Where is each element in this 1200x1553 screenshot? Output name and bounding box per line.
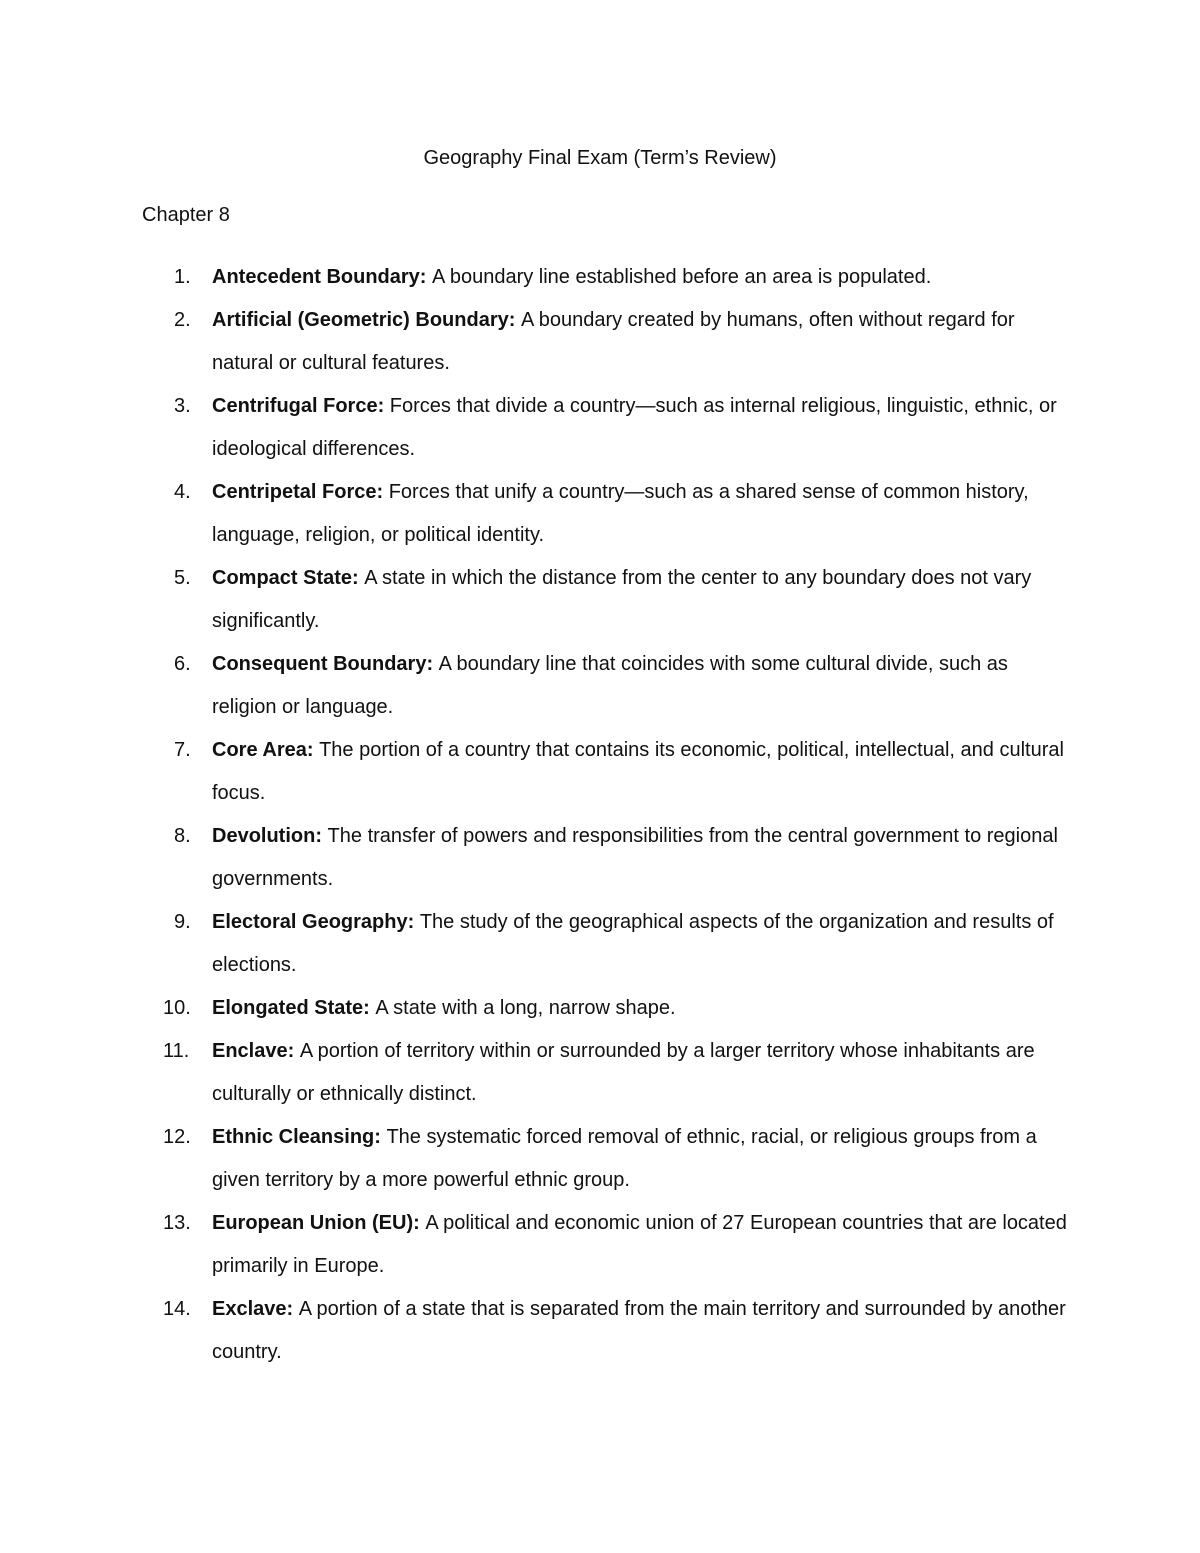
term-name: Consequent Boundary: (212, 653, 439, 675)
term-definition: A state with a long, narrow shape. (375, 997, 676, 1019)
term-name: European Union (EU): (212, 1212, 426, 1234)
term-name: Compact State: (212, 567, 365, 589)
term-definition: The portion of a country that contains its economic, political, intellectual, and cultural focus. (212, 739, 1064, 804)
term-number: 4. (174, 481, 191, 503)
term-number: 13. (163, 1212, 191, 1234)
term-definition: The systematic forced removal of ethnic, racial, or religious groups from a given territory by a more powerful ethnic group. (212, 1126, 1037, 1191)
term-item (0, 729, 1200, 815)
term-item (0, 1116, 1200, 1202)
chapter-heading: Chapter 8 (142, 204, 230, 226)
term-number: 6. (174, 653, 191, 675)
term-item (0, 385, 1200, 471)
term-number: 8. (174, 825, 191, 847)
term-number: 14. (163, 1298, 191, 1320)
term-name: Devolution: (212, 825, 328, 847)
term-definition: The study of the geographical aspects of the organization and results of elections. (212, 911, 1054, 976)
term-name: Artificial (Geometric) Boundary: (212, 309, 521, 331)
term-definition: Forces that divide a country—such as internal religious, linguistic, ethnic, or ideological differences. (212, 395, 1057, 460)
term-item (0, 643, 1200, 729)
term-item (0, 1288, 1200, 1374)
term-name: Elongated State: (212, 997, 376, 1019)
document-title: Geography Final Exam (Term’s Review) (423, 147, 777, 169)
term-definition: The transfer of powers and responsibilities from the central government to regional governments. (212, 825, 1058, 890)
term-definition: A state in which the distance from the center to any boundary does not vary significantly. (212, 567, 1032, 632)
term-number: 3. (174, 395, 191, 417)
term-item (0, 299, 1200, 385)
term-definition: A boundary line established before an area is populated. (432, 266, 932, 288)
term-number: 11. (163, 1040, 190, 1062)
term-item (0, 471, 1200, 557)
term-number: 9. (174, 911, 191, 933)
term-name: Core Area: (212, 739, 320, 761)
term-number: 12. (163, 1126, 191, 1148)
term-name: Enclave: (212, 1040, 300, 1062)
term-number: 1. (174, 266, 191, 288)
term-item (0, 987, 1200, 1030)
term-item (0, 256, 1200, 299)
term-name: Exclave: (212, 1298, 299, 1320)
term-number: 5. (174, 567, 191, 589)
term-number: 10. (163, 997, 191, 1019)
term-name: Electoral Geography: (212, 911, 420, 933)
term-definition: Forces that unify a country—such as a shared sense of common history, language, religion, or political identity. (212, 481, 1029, 546)
term-item (0, 1202, 1200, 1288)
term-definition: A portion of territory within or surrounded by a larger territory whose inhabitants are culturally or ethnically distinct. (212, 1040, 1035, 1105)
term-number: 7. (174, 739, 191, 761)
term-definition: A portion of a state that is separated from the main territory and surrounded by another country. (212, 1298, 1066, 1363)
term-item (0, 1030, 1200, 1116)
term-item (0, 557, 1200, 643)
term-definition: A boundary line that coincides with some cultural divide, such as religion or language. (212, 653, 1008, 718)
term-item (0, 815, 1200, 901)
term-name: Ethnic Cleansing: (212, 1126, 387, 1148)
term-item (0, 901, 1200, 987)
term-definition: A political and economic union of 27 European countries that are located primarily in Europe. (212, 1212, 1067, 1277)
term-number: 2. (174, 309, 191, 331)
term-definition: A boundary created by humans, often without regard for natural or cultural features. (212, 309, 1015, 374)
term-name: Centripetal Force: (212, 481, 389, 503)
term-name: Antecedent Boundary: (212, 266, 433, 288)
term-list (0, 256, 1200, 1374)
term-name: Centrifugal Force: (212, 395, 390, 417)
